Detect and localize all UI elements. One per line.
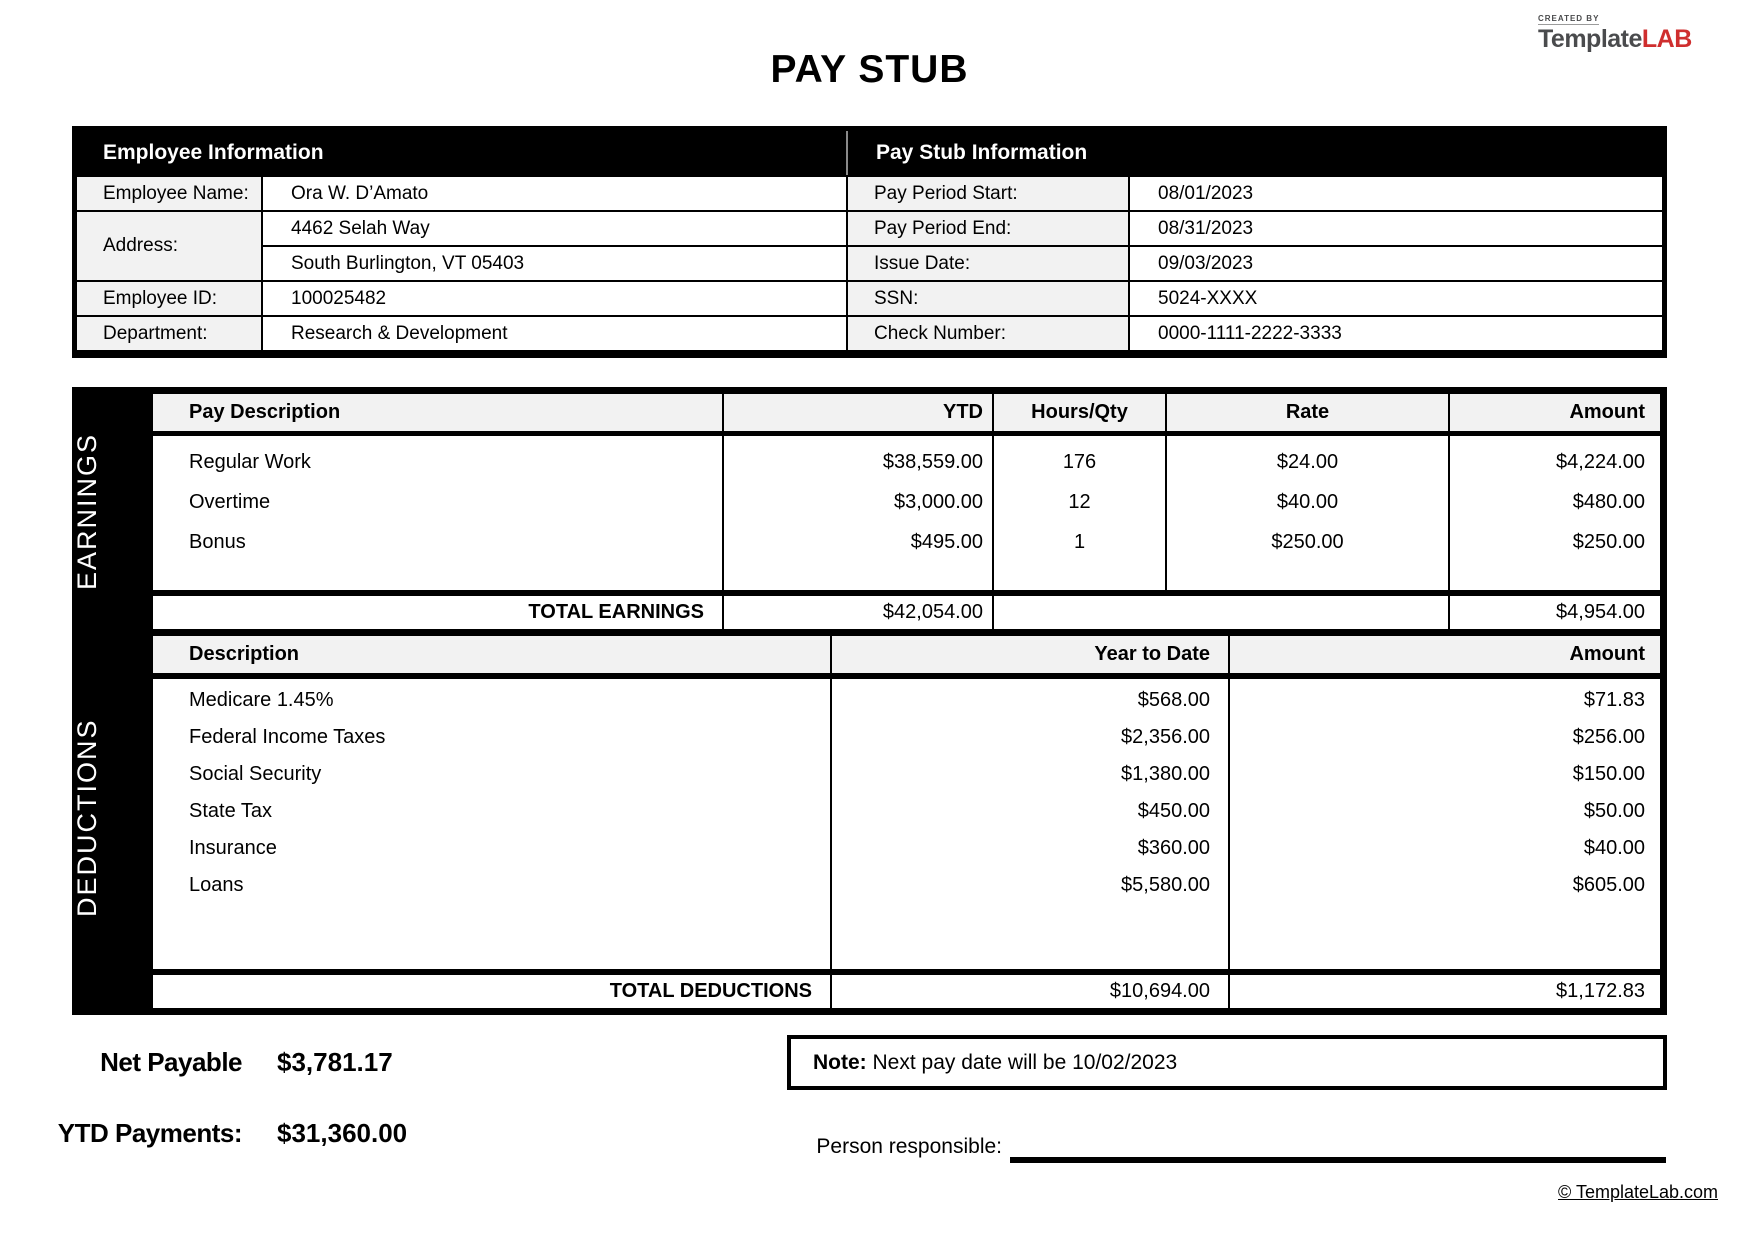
earnings-row-hours: 12 [1068, 491, 1091, 513]
note-box [787, 1035, 1667, 1090]
deductions-row-description: Federal Income Taxes [189, 726, 386, 748]
department-value: Research & Development [263, 315, 846, 350]
earnings-row-description: Regular Work [189, 451, 311, 473]
deductions-header-description: Description [189, 643, 300, 665]
net-payable-label: Net Payable [100, 1047, 242, 1077]
employee-name-label: Employee Name: [77, 175, 263, 210]
deductions-row-description: Insurance [189, 837, 277, 859]
paystub-info-header: Pay Stub Information [846, 131, 1662, 175]
earnings-row-rate: $40.00 [1276, 491, 1339, 513]
signature-line[interactable] [1010, 1157, 1666, 1163]
deductions-row-ytd: $1,380.00 [1121, 763, 1210, 785]
check-number-value: 0000-1111-2222-3333 [1130, 315, 1662, 350]
page-title: PAY STUB [770, 48, 969, 91]
pay-period-start-value: 08/01/2023 [1130, 175, 1662, 210]
deductions-row-ytd: $450.00 [1137, 800, 1210, 822]
deductions-row-amount: $40.00 [1583, 837, 1645, 859]
earnings-row-description: Bonus [189, 531, 246, 553]
earnings-row-rate: $24.00 [1276, 451, 1339, 473]
deductions-header-row [153, 636, 1660, 679]
issue-date-label: Issue Date: [848, 245, 1130, 280]
total-earnings-ytd: $42,054.00 [722, 596, 992, 629]
deductions-row-description: Social Security [189, 763, 322, 785]
deductions-row-ytd: $360.00 [1137, 837, 1210, 859]
pay-period-end-label: Pay Period End: [848, 210, 1130, 245]
earnings-rail-label: EARNINGS [72, 432, 102, 590]
section-rail [72, 394, 153, 1008]
earnings-row-ytd: $495.00 [910, 531, 983, 553]
total-earnings-amount: $4,954.00 [1448, 596, 1660, 629]
earnings-header-rate: Rate [1165, 394, 1448, 431]
total-deductions-amount: $1,172.83 [1228, 975, 1660, 1008]
info-section [72, 126, 1667, 358]
total-earnings-row [153, 596, 1660, 629]
ytd-payments-label: YTD Payments: [57, 1118, 242, 1148]
deductions-row-amount: $71.83 [1583, 689, 1645, 711]
deductions-row-description: Medicare 1.45% [189, 689, 334, 711]
deductions-row-description: State Tax [189, 800, 273, 822]
person-responsible-label: Person responsible: [816, 1135, 1002, 1158]
earnings-row-amount: $480.00 [1572, 491, 1645, 513]
logo-brand-template: Template [1538, 25, 1642, 53]
ssn-value: 5024-XXXX [1130, 280, 1662, 315]
earnings-row-rate: $250.00 [1271, 531, 1344, 553]
employee-info-header: Employee Information [77, 131, 846, 175]
earnings-deductions-tables [153, 394, 1660, 1008]
earnings-header-ytd: YTD [722, 394, 992, 431]
employee-id-label: Employee ID: [77, 280, 263, 315]
earnings-header-row [153, 394, 1660, 436]
note-text: Next pay date will be 10/02/2023 [866, 1051, 1178, 1074]
earnings-row-amount: $4,224.00 [1556, 451, 1645, 473]
earnings-deductions-block [72, 387, 1667, 1015]
employee-name-value: Ora W. D’Amato [263, 175, 846, 210]
earnings-table-body [153, 436, 1660, 590]
logo-created-by: CREATED BY [1538, 14, 1600, 23]
total-deductions-label: TOTAL DEDUCTIONS [609, 980, 812, 1002]
pay-period-start-label: Pay Period Start: [848, 175, 1130, 210]
earnings-header-hours-qty: Hours/Qty [992, 394, 1165, 431]
ssn-label: SSN: [848, 280, 1130, 315]
earnings-row-hours: 176 [1062, 451, 1097, 473]
pay-period-end-value: 08/31/2023 [1130, 210, 1662, 245]
deductions-row-description: Loans [189, 874, 244, 896]
paystub-info-table [846, 131, 1662, 350]
deductions-row-ytd: $568.00 [1137, 689, 1210, 711]
employee-info-table [77, 131, 846, 350]
total-deductions-ytd: $10,694.00 [830, 975, 1228, 1008]
issue-date-value: 09/03/2023 [1130, 245, 1662, 280]
deductions-row-amount: $50.00 [1583, 800, 1645, 822]
earnings-row-ytd: $38,559.00 [882, 451, 983, 473]
note-label: Note: [813, 1051, 867, 1074]
address-label: Address: [77, 210, 263, 280]
department-label: Department: [77, 315, 263, 350]
earnings-row-amount: $250.00 [1572, 531, 1645, 553]
total-earnings-spacer [992, 596, 1448, 629]
deductions-header-amount: Amount [1228, 636, 1660, 673]
logo-brand-lab: LAB [1641, 25, 1692, 53]
deductions-row-amount: $605.00 [1572, 874, 1645, 896]
deductions-row-amount: $150.00 [1572, 763, 1645, 785]
earnings-header-amount: Amount [1448, 394, 1660, 431]
deductions-row-ytd: $2,356.00 [1121, 726, 1210, 748]
address-line1: 4462 Selah Way [263, 210, 846, 245]
templatelab-logo[interactable] [1538, 8, 1738, 52]
deductions-rail-label: DEDUCTIONS [72, 718, 102, 918]
divider [153, 629, 1660, 636]
deductions-row-ytd: $5,580.00 [1121, 874, 1210, 896]
earnings-header-pay-description: Pay Description [189, 401, 341, 423]
deductions-table-body [153, 679, 1660, 969]
copyright-link[interactable]: © TemplateLab.com [1558, 1182, 1719, 1202]
employee-id-value: 100025482 [263, 280, 846, 315]
net-payable-value: $3,781.17 [277, 1047, 393, 1077]
earnings-row-description: Overtime [189, 491, 271, 513]
deductions-header-ytd: Year to Date [830, 636, 1228, 673]
deductions-row-amount: $256.00 [1572, 726, 1645, 748]
ytd-payments-value: $31,360.00 [277, 1118, 408, 1148]
earnings-row-ytd: $3,000.00 [894, 491, 983, 513]
address-line2: South Burlington, VT 05403 [263, 245, 846, 280]
earnings-row-hours: 1 [1073, 531, 1086, 553]
total-deductions-row [153, 975, 1660, 1008]
total-earnings-label: TOTAL EARNINGS [528, 601, 704, 623]
check-number-label: Check Number: [848, 315, 1130, 350]
